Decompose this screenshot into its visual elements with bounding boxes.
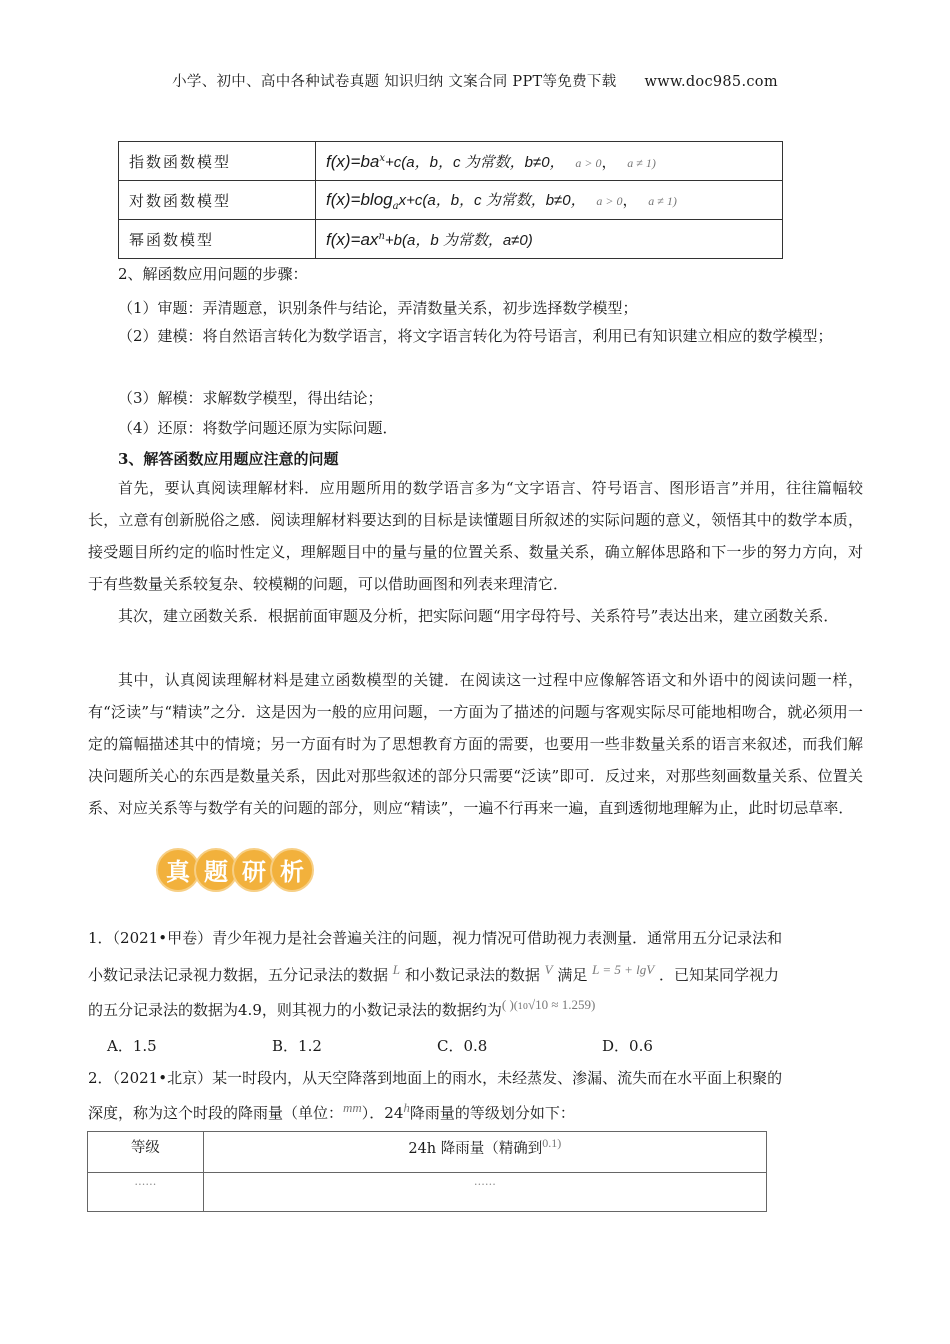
model-formula: $f(x)=ax^n+b(a$，b 为常数，a≠0): [316, 220, 783, 259]
page-header: [0, 70, 950, 91]
option-b[interactable]: B．1.2: [272, 1037, 322, 1055]
steps-title: 2、解函数应用问题的步骤：: [118, 265, 308, 283]
badge-char: 研: [232, 848, 276, 892]
q1-options: [107, 1035, 767, 1056]
badge-char: 题: [194, 848, 238, 892]
header-rainfall: 24h 降雨量（精确到$^{0.1)}$: [203, 1132, 766, 1173]
table-cell: ……: [203, 1173, 766, 1212]
paragraph-2: 其次，建立函数关系．根据前面审题及分析，把实际问题“用字母符号、关系符号”表达出来，建立函数关系．: [118, 607, 839, 625]
header-text: 小学、初中、高中各种试卷真题 知识归纳 文案合同 PPT等免费下载: [172, 74, 617, 90]
model-formula: $f(x)=ba^x+c(a$，b，c 为常数，b≠0， a > 0， a ≠ 1): [316, 142, 783, 181]
section-3-title: 3、解答函数应用题应注意的问题: [118, 450, 339, 468]
model-name: 指数函数模型: [119, 142, 316, 181]
q2-line-1: 2．（2021•北京）某一时段内，从天空降落到地面上的雨水，未经蒸发、渗漏、流失而在水平面上积聚的: [88, 1069, 783, 1087]
badge-char: 析: [270, 848, 314, 892]
table-row: [88, 1173, 767, 1212]
q1-line-3: 的五分记录法的数据为4.9，则其视力的小数记录法的数据约为$^{( )(10√10 \approx 1.259)}$: [88, 997, 596, 1019]
table-cell: ……: [88, 1173, 204, 1212]
option-d[interactable]: D．0.6: [602, 1037, 653, 1055]
rainfall-table: [87, 1131, 767, 1212]
model-formula: f(x)=blog$_a$x+c(a，b，c 为常数，b≠0， a > 0， a ≠ 1): [316, 181, 783, 220]
option-a[interactable]: A．1.5: [107, 1037, 157, 1055]
paragraph-1: 首先，要认真阅读理解材料．应用题所用的数学语言多为“文字语言、符号语言、图形语言”并用，往往篇幅较长，立意有创新脱俗之感．阅读理解材料要达到的目标是读懂题目所叙述的实际问题的意义，领悟其中的数学本质，接受题目所约定的临时性定义，理解题目中的量与量的位置关系、数量关系，确立解体思路和下一步的努力方向，对于有些数量关系较复杂、较模糊的问题，可以借助画图和列表来理清它．: [88, 479, 863, 593]
q1-line-1: 1．（2021•甲卷）青少年视力是社会普遍关注的问题，视力情况可借助视力表测量．通常用五分记录法和: [88, 929, 783, 947]
model-name: 对数函数模型: [119, 181, 316, 220]
paragraph-3: 其中，认真阅读理解材料是建立函数模型的关键．在阅读这一过程中应像解答语文和外语中的阅读问题一样，有“泛读”与“精读”之分．这是因为一般的应用问题，一方面为了描述的问题与客观实际尽可能地相吻合，就必须用一定的篇幅描述其中的情境；另一方面有时为了思想教育方面的需要，也要用一些非数量关系的语言来叙述，而我们解决问题所关心的东西是数量关系，因此对那些叙述的部分只需要“泛读”即可．反过来，对那些刻画数量关系、位置关系、对应关系等与数学有关的问题的部分，则应“精读”，一遍不行再来一遍，直到透彻地理解为止，此时切忌草率．: [88, 671, 863, 817]
table-row: [119, 181, 783, 220]
model-name: 幂函数模型: [119, 220, 316, 259]
header-site[interactable]: www.doc985.com: [644, 74, 778, 90]
section-badge: [156, 848, 308, 894]
function-models-table: [118, 141, 783, 259]
table-row: [119, 220, 783, 259]
step-3: （3）解模：求解数学模型，得出结论；: [118, 389, 383, 407]
step-4: （4）还原：将数学问题还原为实际问题．: [118, 419, 398, 437]
badge-char: 真: [156, 848, 200, 892]
table-row: [88, 1132, 767, 1173]
q2-line-2: 深度，称为这个时段的降雨量（单位：$^{mm}$）．24$^h$降雨量的等级划分如下：: [88, 1100, 575, 1122]
step-1: （1）审题：弄清题意，识别条件与结论，弄清数量关系，初步选择数学模型；: [118, 299, 638, 317]
table-row: [119, 142, 783, 181]
step-2: （2）建模：将自然语言转化为数学语言，将文字语言转化为符号语言，利用已有知识建立相应的数学模型；: [118, 327, 833, 345]
header-level: 等级: [88, 1132, 204, 1173]
option-c[interactable]: C．0.8: [437, 1037, 488, 1055]
q1-line-2: 小数记录法记录视力数据，五分记录法的数据 $^L$ 和小数记录法的数据 $^V$ 满足 $^{L = 5 + lgV}$ ．已知某同学视力: [88, 962, 780, 984]
